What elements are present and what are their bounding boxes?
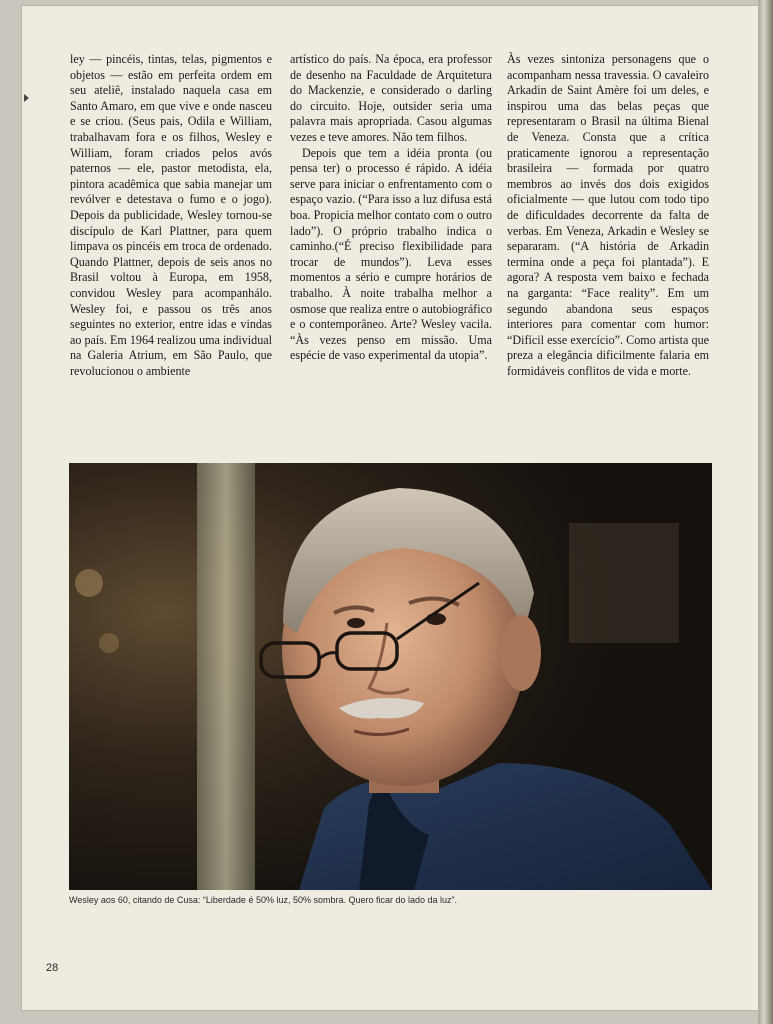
text-column-1	[70, 52, 272, 379]
paragraph: artístico do país. Na época, era professor de desenho na Faculdade de Arquitetura do Mackenzie, e considerado o darling do circuito. Hoje, outsider seria uma palavra mais apropriada. Casou algumas vezes e teve amores. Não tem filhos.	[290, 52, 492, 144]
photo-caption: Wesley aos 60, citando de Cusa: “Liberdade é 50% luz, 50% sombra. Quero ficar do lado da luz”.	[69, 895, 458, 905]
text-column-2	[290, 52, 492, 364]
scan-page-edge	[758, 0, 773, 1024]
paragraph: Às vezes sintoniza personagens que o acompanham nessa travessia. O cavaleiro Arkadin de Saint Amère foi um deles, e inspirou uma das belas peças que representaram o Brasil na última Bienal de Veneza. Consta que a crítica praticamente ignorou a representação brasileira — formada por quatro membros ao invés dos dois exigidos oficialmente — que lutou com todo tipo de dificuldades decorrente da falta de verbas. Em Veneza, Arkadin e Wesley se separaram. (“A história de Arkadin termina onde a peça foi plantada”). E agora? A resposta vem baixo e fechada na garganta: “Face reality”. Em um segundo abandona seus espaços interiores para comentar com humor: “Difícil esse exercício”. Como artista que preza a elegância dificilmente falaria em formidáveis conflitos de vida e morte.	[507, 52, 709, 378]
margin-arrow-icon	[24, 94, 29, 102]
paragraph: ley — pincéis, tintas, telas, pigmentos e objetos — estão em perfeita ordem em seu ateliê, instalado naquela casa em Santo Amaro, em que vive e onde nasceu e se criou. (Seus pais, Odila e William, trabalhavam fora e os filhos, Wesley e William, foram criados pelos avós paternos — ele, pastor metodista, ela, pintora acadêmica que sabia manejar um revólver e detestava o fumo e o jogo). Depois da publicidade, Wesley tornou-se discípulo de Karl Plattner, para quem limpava os pincéis em troca de ordenado. Quando Plattner, depois de seis anos no Brasil voltou à Europa, em 1958, convidou Wesley para acompanhálo. Wesley foi, e passou os três anos seguintes no exterior, entre idas e vindas ao país. Em 1964 realizou uma individual na Galeria Atrium, em São Paulo, que revolucionou o ambiente	[70, 52, 272, 378]
page-number: 28	[46, 962, 59, 974]
portrait-photo	[69, 463, 712, 890]
text-column-3	[507, 52, 709, 379]
paragraph: Depois que tem a idéia pronta (ou pensa ter) o processo é rápido. A idéia serve para iniciar o enfrentamento com o espaço vazio. (“Para isso a luz difusa está boa. Propicia melhor contato com o outro lado”). O próprio trabalho indica o caminho.(“É preciso flexibilidade para trocar de mundos”). Leva esses momentos a sério e cumpre horários de trabalho. À noite trabalha melhor a osmose que realiza entre o autobiográfico e o contemporâneo. Arte? Wesley vacila. “Às vezes penso em missão. Uma espécie de vaso experimental da utopia”.	[290, 145, 492, 363]
